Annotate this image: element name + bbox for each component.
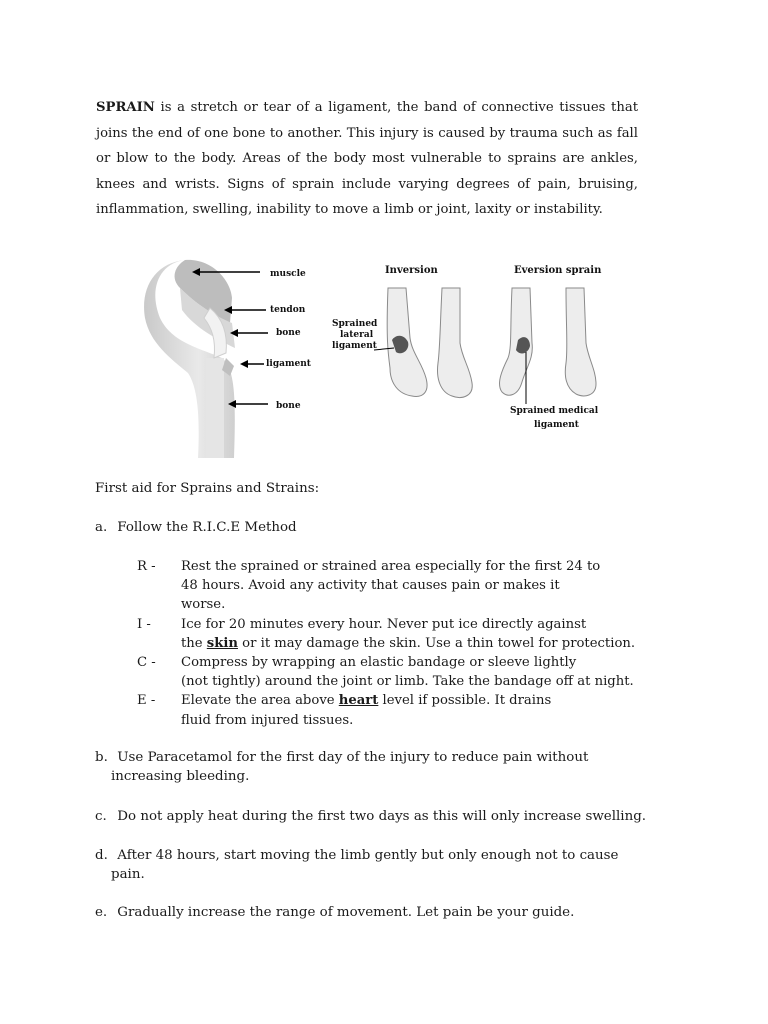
label-bone-upper: bone <box>276 328 301 338</box>
rice-compress-line2: (not tightly) around the joint or limb. Take the bandage off at night. <box>181 674 634 690</box>
rice-ice-line2 <box>137 634 637 653</box>
inversion-right-foot <box>438 288 473 397</box>
step-a-text: Follow the R.I.C.E Method <box>117 520 297 535</box>
rice-item-elevate <box>137 691 637 729</box>
step-c-letter: c. <box>95 809 107 824</box>
rice-code-i: I - <box>137 616 151 632</box>
rice-elevate-line2: fluid from injured tissues. <box>181 712 354 728</box>
step-c <box>95 807 655 826</box>
rice-code-r: R - <box>137 559 156 574</box>
rice-item-ice <box>137 615 637 653</box>
eversion-right-foot <box>565 288 596 396</box>
intro-paragraph <box>96 95 638 223</box>
step-d-line1: After 48 hours, start moving the limb gently but only enough not to cause <box>117 848 619 863</box>
step-b <box>95 748 655 786</box>
step-b-letter: b. <box>95 750 108 765</box>
step-d-line2: pain. <box>111 867 145 882</box>
lateral-label-line1: Sprained <box>332 319 378 329</box>
step-a <box>95 518 655 537</box>
sprain-definition: is a stretch or tear of a ligament, the band of connective tissues that joins the end of one bone to another. This injury is caused by trauma such as fall or blow to the body. Areas of the body most vulnerable to sprains are ankles, knees and wrists. Signs of sprain include varying degrees of pain, bruising, inflammation, swelling, inability to move a limb or joint, laxity or instability. <box>96 100 638 218</box>
medical-label-line1: Sprained medical <box>510 406 599 416</box>
rice-item-rest <box>137 557 637 615</box>
step-e <box>95 903 655 922</box>
step-e-text: Gradually increase the range of movement. Let pain be your guide. <box>117 905 575 920</box>
rice-code-c: C - <box>137 655 156 671</box>
shin-bone <box>206 358 224 458</box>
ankle-sprain-diagram <box>330 248 610 448</box>
label-bone-lower: bone <box>276 401 301 411</box>
step-c-text: Do not apply heat during the first two days as this will only increase swelling. <box>117 809 647 824</box>
label-tendon: tendon <box>270 305 306 315</box>
rice-rest-line1: Rest the sprained or strained area especially for the first 24 to <box>181 559 601 574</box>
rice-rest-line2: 48 hours. Avoid any activity that causes pain or makes it <box>181 578 560 594</box>
eversion-title: Eversion sprain <box>514 265 602 276</box>
heart-link[interactable]: heart <box>338 693 379 709</box>
lateral-label-line2: lateral <box>340 330 374 340</box>
step-a-letter: a. <box>95 520 108 535</box>
rice-ice-line1: Ice for 20 minutes every hour. Never put ice directly against <box>181 616 587 632</box>
arrowhead-ligament <box>240 360 248 368</box>
skin-link[interactable]: skin <box>206 635 238 651</box>
rice-elevate-pre: Elevate the area above <box>181 693 339 709</box>
label-muscle: muscle <box>270 269 306 279</box>
inversion-title: Inversion <box>385 265 438 276</box>
medical-label-line2: ligament <box>534 420 579 430</box>
knee-anatomy-diagram <box>140 248 340 458</box>
eversion-feet <box>500 288 596 396</box>
step-b-line2: increasing bleeding. <box>111 769 250 784</box>
step-b-line1: Use Paracetamol for the first day of the injury to reduce pain without <box>117 750 589 765</box>
step-d-letter: d. <box>95 848 108 863</box>
rice-code-e: E - <box>137 693 156 709</box>
first-aid-heading: First aid for Sprains and Strains: <box>95 481 320 496</box>
rice-item-compress <box>137 653 637 691</box>
rice-elevate-post: level if possible. It drains <box>378 693 552 709</box>
rice-rest-line3: worse. <box>181 597 226 613</box>
rice-elevate-line1 <box>137 691 637 710</box>
step-e-letter: e. <box>95 905 108 920</box>
step-d <box>95 846 655 884</box>
label-ligament: ligament <box>266 359 311 369</box>
rice-method-list <box>137 557 637 730</box>
rice-compress-line1: Compress by wrapping an elastic bandage or sleeve lightly <box>181 655 577 671</box>
sprain-term: SPRAIN <box>96 100 155 115</box>
rice-ice-post: or it may damage the skin. Use a thin towel for protection. <box>237 635 636 651</box>
sprain-illustrations <box>140 248 620 458</box>
lateral-label-line3: ligament <box>332 341 377 351</box>
rice-ice-pre: the <box>181 635 207 651</box>
